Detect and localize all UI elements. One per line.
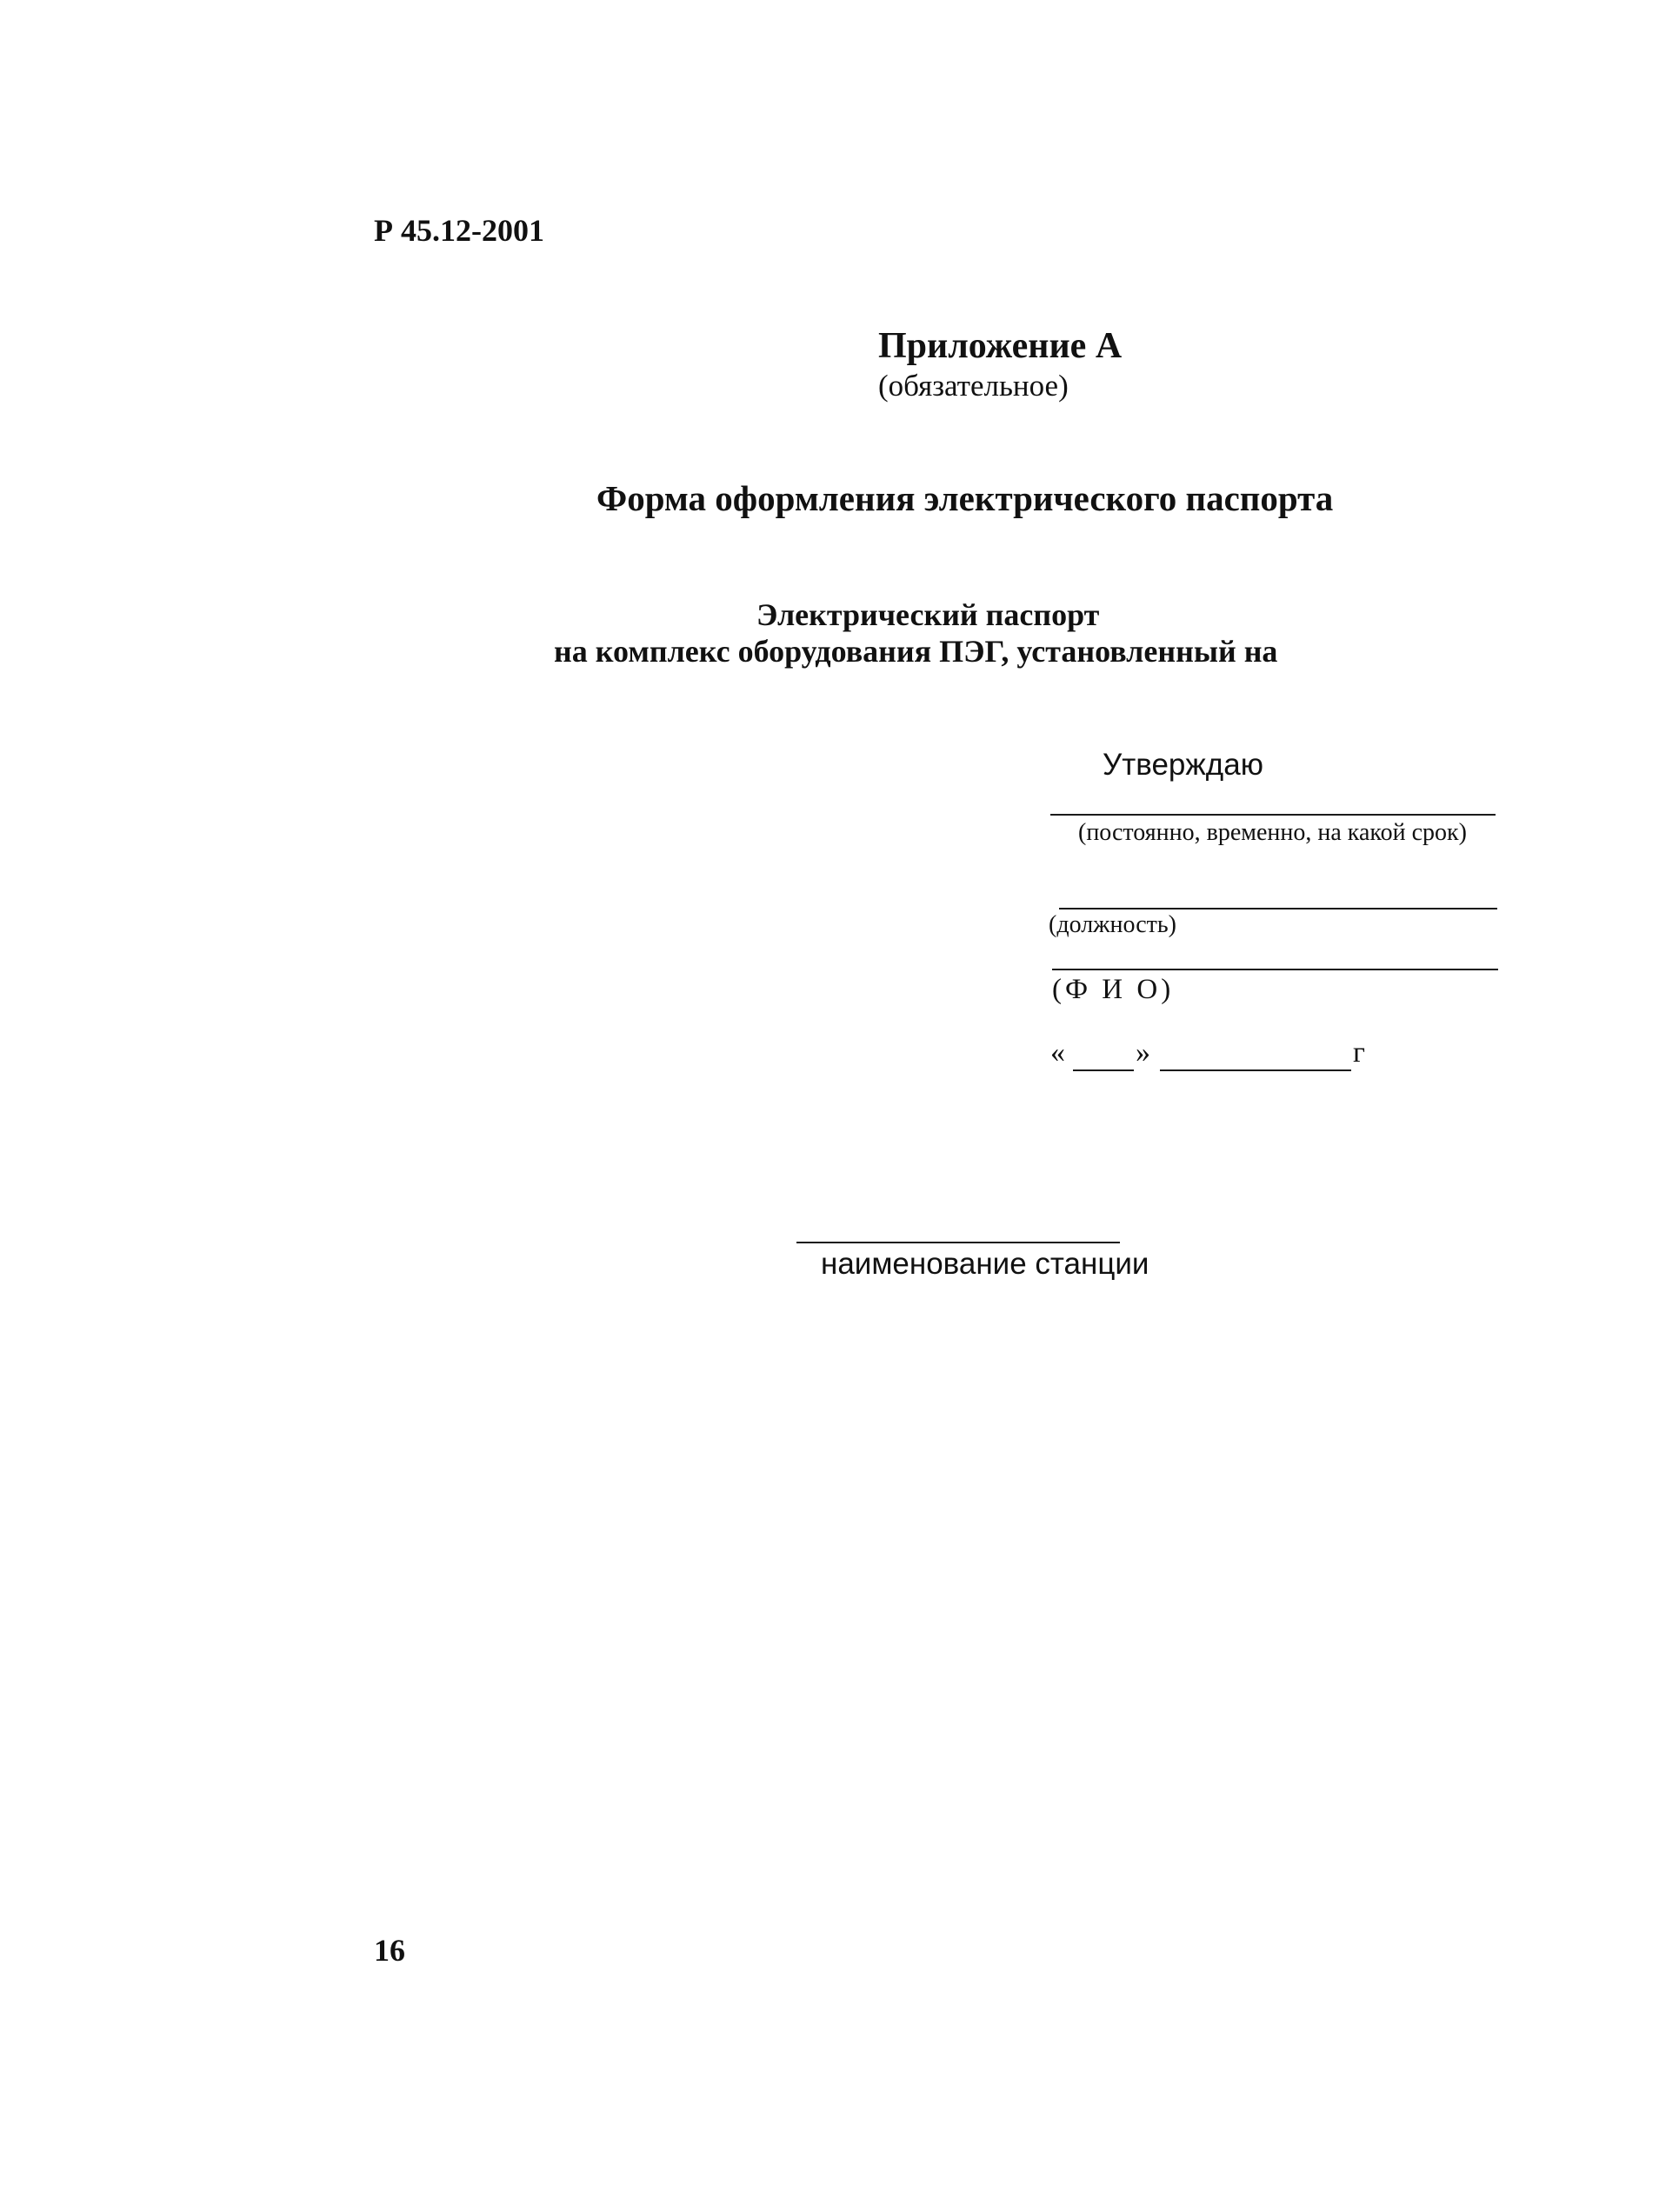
term-field-line	[1050, 814, 1496, 816]
date-day-blank	[1073, 1069, 1134, 1071]
name-field-line	[1052, 969, 1498, 970]
station-field-line	[796, 1242, 1120, 1243]
position-hint: (должность)	[1049, 911, 1176, 938]
date-field	[1050, 1036, 1381, 1076]
term-hint: (постоянно, временно, на какой срок)	[1078, 819, 1467, 846]
passport-title: Электрический паспорт	[756, 597, 1100, 632]
position-field-line	[1059, 908, 1497, 909]
date-month-blank	[1160, 1069, 1351, 1071]
appendix-note: (обязательное)	[878, 369, 1069, 403]
passport-subtitle: на комплекс оборудования ПЭГ, установленный на	[554, 634, 1278, 669]
form-title: Форма оформления электрического паспорта	[596, 478, 1334, 518]
station-label: наименование станции	[821, 1247, 1149, 1281]
page-number: 16	[374, 1933, 405, 1968]
date-close-quote: »	[1136, 1036, 1150, 1069]
appendix-title: Приложение А	[878, 326, 1123, 366]
name-hint: (Ф И О)	[1052, 974, 1175, 1005]
approve-label: Утверждаю	[1103, 748, 1263, 782]
date-year-suffix: г	[1353, 1036, 1365, 1069]
document-code: Р 45.12-2001	[374, 213, 544, 248]
date-open-quote: «	[1050, 1036, 1065, 1069]
